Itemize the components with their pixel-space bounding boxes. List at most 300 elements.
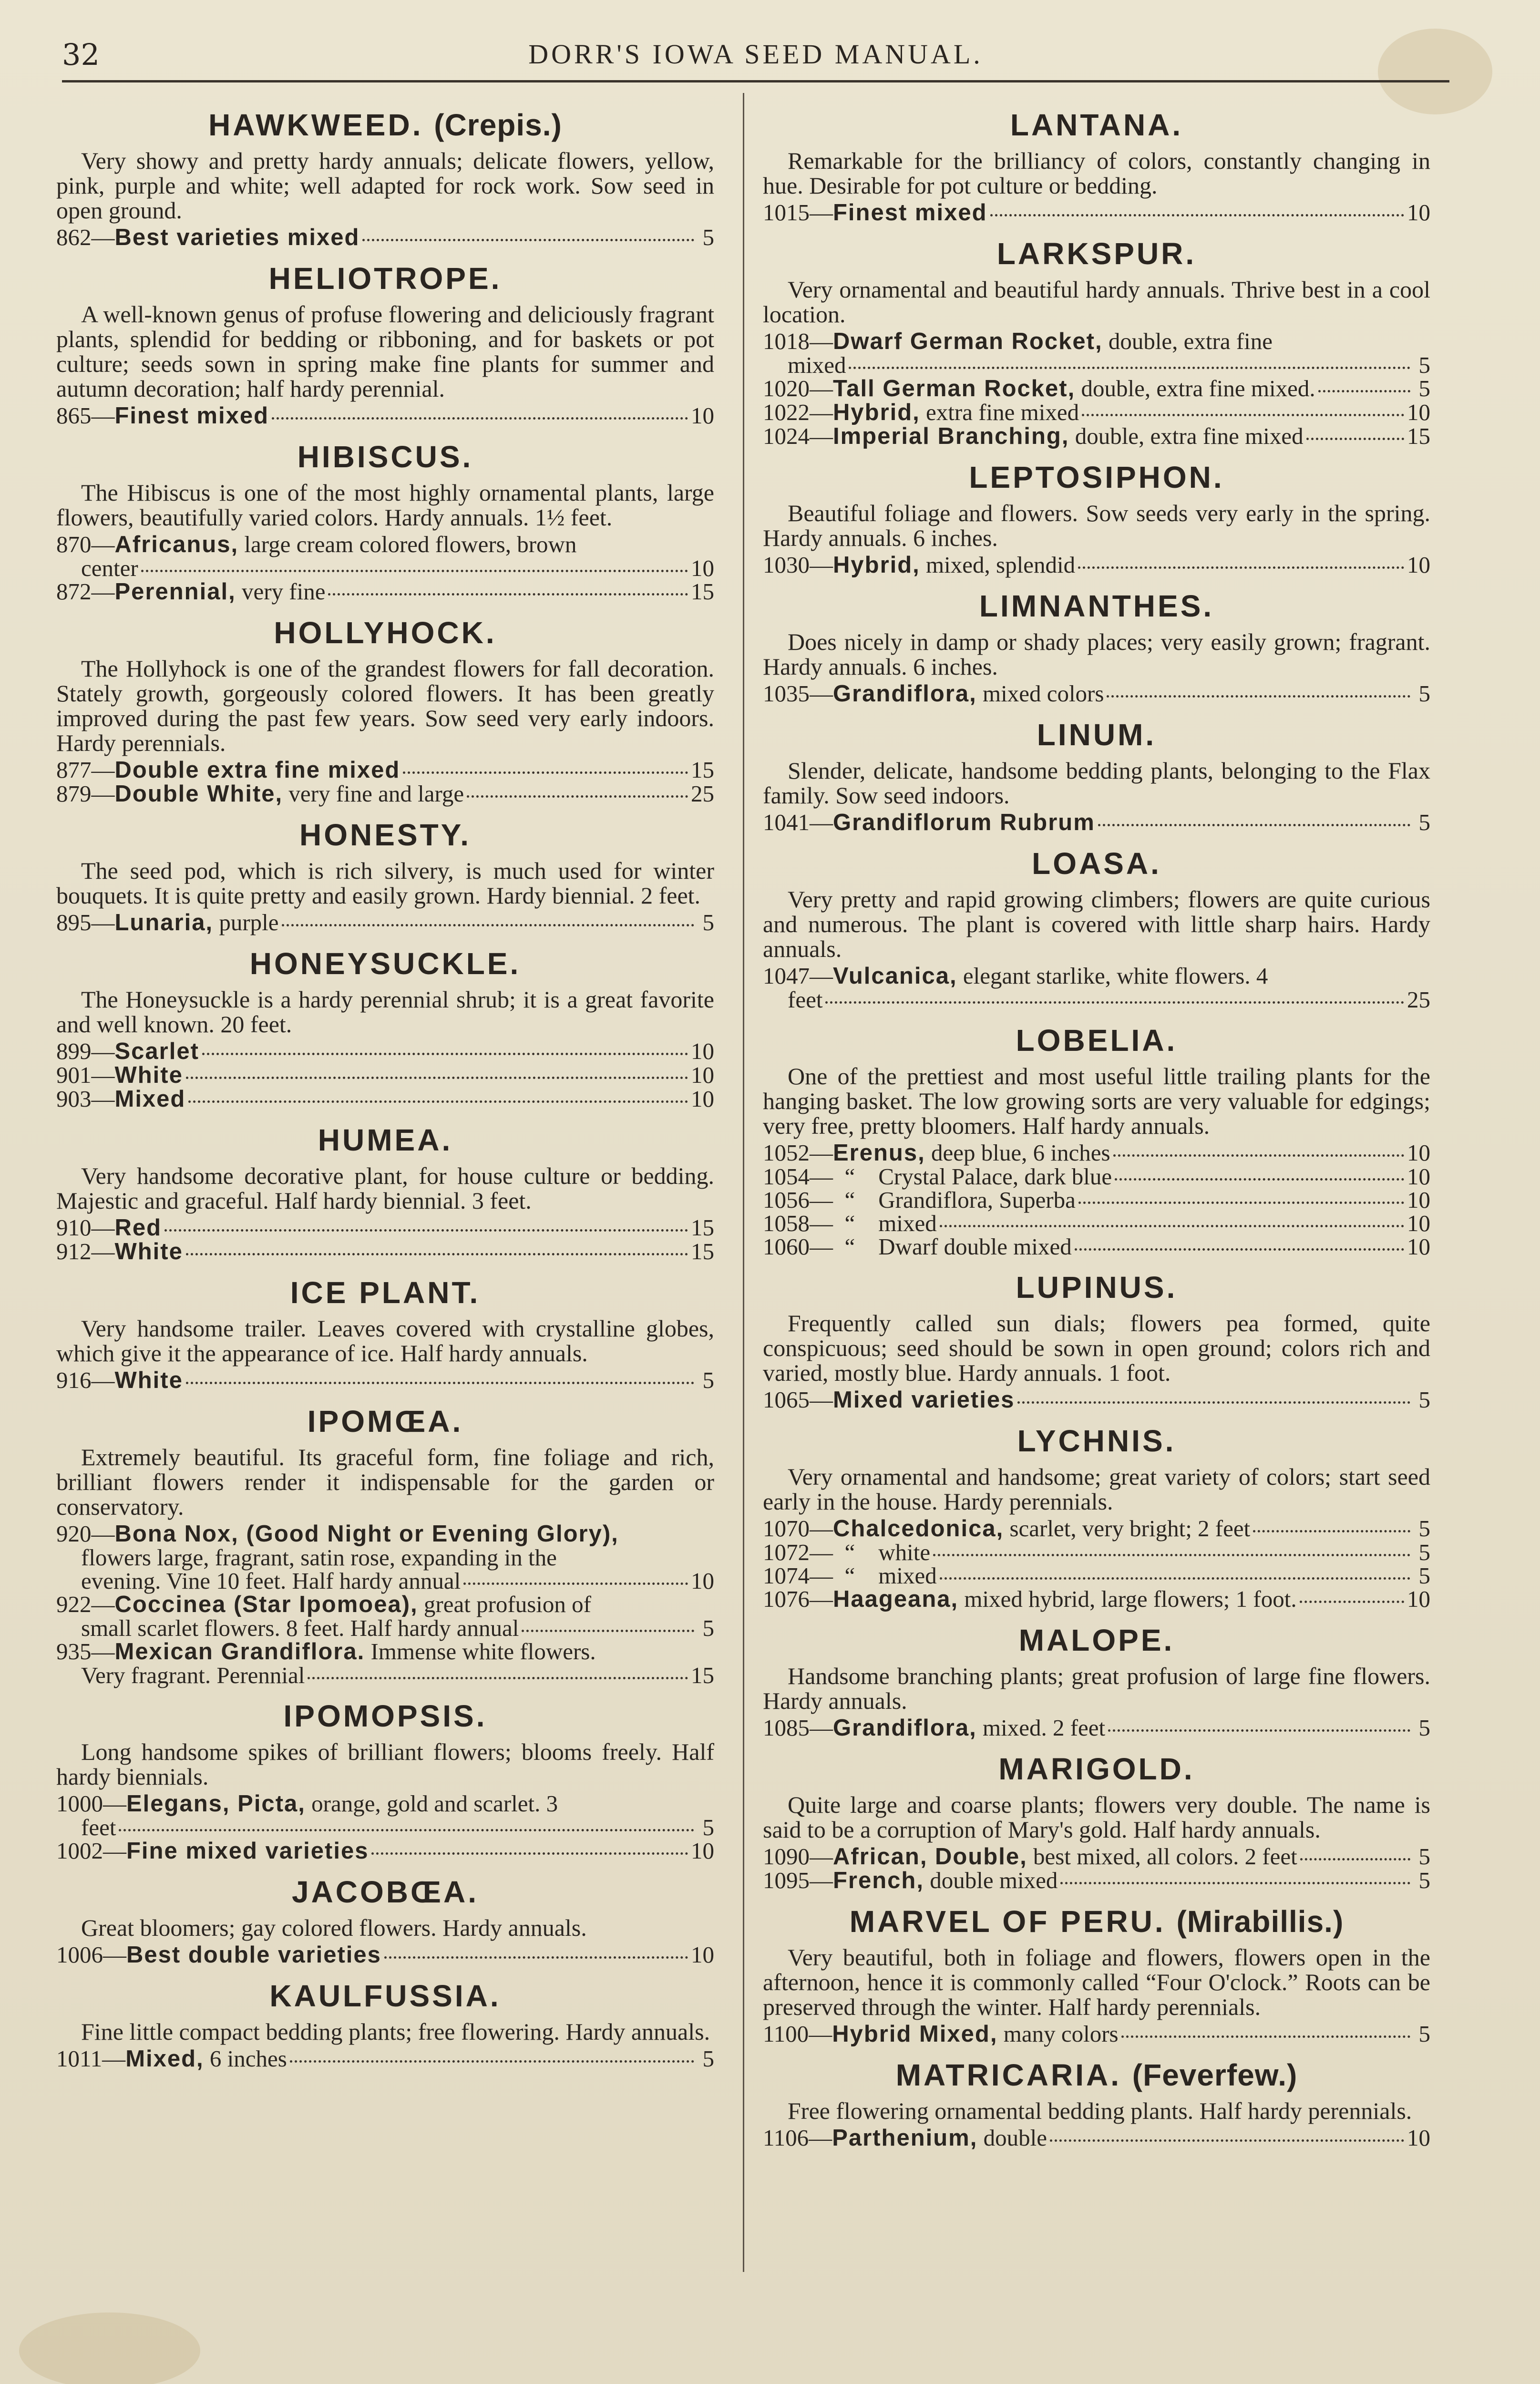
- item-name: Scarlet: [114, 1038, 199, 1064]
- leader-dots: [940, 1225, 1404, 1227]
- seed-section: [763, 587, 1430, 706]
- seed-section: [56, 1403, 714, 1687]
- seed-item: [763, 1517, 1430, 1541]
- item-number: 903—: [56, 1086, 115, 1112]
- item-price: 15: [691, 1214, 714, 1241]
- item-description: many colors: [997, 2021, 1119, 2047]
- item-description: “ Grandiflora, Superba: [833, 1187, 1076, 1213]
- seed-item: [56, 1839, 714, 1863]
- section-heading: [56, 614, 714, 651]
- seed-section: [763, 1022, 1430, 1258]
- seed-section: [56, 260, 714, 428]
- item-price: 10: [1407, 1187, 1430, 1213]
- leader-dots: [384, 1956, 688, 1959]
- item-name: Grandiflorum Rubrum: [833, 810, 1095, 835]
- section-description: Free flowering ornamental bedding plants. Half hardy perennials.: [788, 2097, 1412, 2124]
- section-heading: [56, 438, 714, 475]
- item-price: 10: [691, 1038, 714, 1064]
- item-number: 1018—: [763, 328, 833, 354]
- leader-dots: [141, 570, 688, 572]
- leader-dots: [1078, 1202, 1404, 1204]
- heading-text: HIBISCUS.: [297, 440, 473, 474]
- item-description: “ mixed: [833, 1210, 937, 1236]
- right-column: [763, 103, 1430, 2160]
- section-description: The seed pod, which is rich silvery, is much used for winter bouquets. It is quite pretty and easily grown. Hardy biennial. 2 feet.: [56, 857, 714, 909]
- section-description: Extremely beautiful. Its graceful form, fine foliage and rich, brilliant flowers render it indispensable for the garden or conservatory.: [56, 1444, 714, 1520]
- item-number: 1002—: [56, 1838, 126, 1864]
- item-number: 910—: [56, 1214, 115, 1241]
- item-number: 1047—: [763, 963, 833, 989]
- item-price: 10: [1407, 1586, 1430, 1612]
- item-price: 5: [1418, 1843, 1430, 1870]
- item-name: Hybrid,: [833, 552, 920, 578]
- item-description: double: [977, 2125, 1047, 2151]
- leader-dots: [282, 924, 694, 926]
- item-description: center: [81, 555, 138, 581]
- item-price: 10: [1407, 399, 1430, 425]
- item-description: double, extra fine mixed.: [1075, 375, 1315, 401]
- seed-item: [56, 1240, 714, 1264]
- item-number: 912—: [56, 1238, 115, 1264]
- item-name: Coccinea (Star Ipomoea),: [114, 1592, 418, 1617]
- heading-text: MARIGOLD.: [998, 1752, 1195, 1786]
- leader-dots: [1300, 1601, 1404, 1603]
- item-price: 5: [1418, 1539, 1430, 1565]
- item-price: 5: [702, 1615, 714, 1641]
- item-price: 10: [1407, 2125, 1430, 2151]
- item-description: double, extra fine: [1102, 328, 1273, 354]
- seed-item: [56, 533, 714, 556]
- item-description: evening. Vine 10 feet. Half hardy annual: [81, 1568, 461, 1594]
- section-heading: [763, 716, 1430, 753]
- item-name: Hybrid,: [833, 400, 920, 425]
- seed-item: [763, 1587, 1430, 1611]
- leader-dots: [1075, 1248, 1404, 1251]
- section-description: Does nicely in damp or shady places; very easily grown; fragrant. Hardy annuals. 6 inches.: [763, 628, 1430, 680]
- section-heading: [56, 1121, 714, 1159]
- running-title: DORR'S IOWA SEED MANUAL.: [528, 39, 983, 70]
- item-number: 901—: [56, 1062, 115, 1088]
- seed-section: [763, 2056, 1430, 2150]
- seed-section: [763, 235, 1430, 448]
- section-description: Handsome branching plants; great profusion of large fine flowers. Hardy annuals.: [763, 1663, 1430, 1714]
- item-price: 5: [1418, 375, 1430, 401]
- item-description: elegant starlike, white flowers. 4: [957, 963, 1268, 989]
- seed-section: [56, 438, 714, 604]
- item-description: double mixed: [924, 1867, 1058, 1893]
- item-description: mixed colors: [976, 680, 1104, 707]
- seed-item: [56, 1368, 714, 1392]
- seed-item: [763, 811, 1430, 834]
- item-name: White: [114, 1367, 183, 1393]
- seed-section: [56, 614, 714, 806]
- leader-dots: [1306, 438, 1404, 440]
- item-price: 10: [691, 1062, 714, 1088]
- item-name: Parthenium,: [832, 2125, 978, 2151]
- seed-item: [56, 1816, 714, 1839]
- section-description: Very handsome trailer. Leaves covered with crystalline globes, which give it the appearance of ice. Half hardy annuals.: [56, 1315, 714, 1367]
- item-price: 15: [691, 1662, 714, 1688]
- section-heading: [763, 845, 1430, 882]
- leader-dots: [1078, 566, 1404, 569]
- seed-item: [56, 1792, 714, 1816]
- seed-item: [763, 201, 1430, 225]
- heading-subtitle: (Mirabillis.): [1176, 1904, 1344, 1939]
- item-price: 5: [1418, 1562, 1430, 1589]
- section-heading: [763, 1422, 1430, 1459]
- item-price: 15: [691, 757, 714, 783]
- item-number: 935—: [56, 1638, 115, 1665]
- seed-section: [763, 716, 1430, 834]
- item-name: Elegans, Picta,: [126, 1791, 306, 1817]
- item-name: Africanus,: [114, 532, 239, 557]
- seed-section: [763, 1422, 1430, 1611]
- leader-dots: [1017, 1401, 1410, 1404]
- seed-item: [763, 1541, 1430, 1564]
- seed-section: [763, 1622, 1430, 1740]
- item-price: 10: [1407, 1163, 1430, 1190]
- item-number: 1015—: [763, 199, 833, 226]
- section-heading: [763, 1022, 1430, 1059]
- section-heading: [56, 260, 714, 297]
- section-heading: [56, 1977, 714, 2014]
- item-name: Grandiflora,: [833, 1715, 977, 1741]
- seed-item: [763, 401, 1430, 424]
- section-heading: [763, 2056, 1430, 2094]
- item-number: 1056—: [763, 1187, 833, 1213]
- section-heading: [56, 1403, 714, 1440]
- leader-dots: [186, 1077, 688, 1079]
- page-number: 32: [62, 37, 100, 72]
- item-name: Double White,: [114, 781, 283, 807]
- left-column: [56, 103, 714, 2081]
- item-number: 1006—: [56, 1942, 126, 1968]
- item-number: 922—: [56, 1591, 115, 1617]
- section-heading: [763, 459, 1430, 496]
- heading-text: HUMEA.: [318, 1123, 453, 1157]
- leader-dots: [463, 1582, 688, 1585]
- seed-item: [763, 1845, 1430, 1869]
- item-description: Immense white flowers.: [365, 1638, 596, 1665]
- item-number: 1035—: [763, 680, 833, 707]
- item-name: Red: [114, 1215, 162, 1241]
- item-number: 1106—: [763, 2125, 832, 2151]
- heading-text: KAULFUSSIA.: [269, 1979, 501, 2013]
- item-number: 899—: [56, 1038, 115, 1064]
- item-price: 5: [702, 224, 714, 250]
- seed-item: [56, 404, 714, 428]
- leader-dots: [467, 795, 688, 798]
- seed-item: [56, 1569, 714, 1593]
- item-price: 10: [1407, 199, 1430, 226]
- item-description: 6 inches: [204, 2045, 287, 2072]
- seed-section: [56, 1274, 714, 1392]
- section-heading: [56, 816, 714, 853]
- item-price: 10: [691, 1086, 714, 1112]
- section-description: Remarkable for the brilliancy of colors, constantly changing in hue. Desirable for pot culture or bedding.: [763, 147, 1430, 199]
- seed-item: [56, 1943, 714, 1967]
- item-price: 10: [691, 1568, 714, 1594]
- item-number: 1041—: [763, 809, 833, 835]
- section-description: The Hollyhock is one of the grandest flowers for fall decoration. Stately growth, gorgeously colored flowers. It has been greatly improved during the past few years. Sow seed very early indoors. Hardy perennials.: [56, 655, 714, 756]
- item-price: 5: [702, 2045, 714, 2072]
- seed-section: [763, 1903, 1430, 2046]
- item-number: 1022—: [763, 399, 833, 425]
- section-description: Very pretty and rapid growing climbers; flowers are quite curious and numerous. The plant is covered with little sharp hairs. Hardy annuals.: [763, 886, 1430, 962]
- seed-section: [56, 1697, 714, 1863]
- item-description: “ mixed: [833, 1562, 937, 1589]
- leader-dots: [933, 1554, 1410, 1556]
- item-description: great profusion of: [418, 1591, 591, 1617]
- item-price: 10: [1407, 1210, 1430, 1236]
- item-price: 5: [1418, 809, 1430, 835]
- seed-section: [56, 816, 714, 935]
- heading-subtitle: (Crepis.): [434, 108, 562, 142]
- leader-dots: [1121, 2035, 1410, 2038]
- column-divider: [743, 93, 744, 2272]
- item-name: Lunaria,: [114, 910, 214, 935]
- leader-dots: [371, 1852, 688, 1855]
- item-description: mixed: [788, 352, 846, 378]
- seed-item: [763, 2126, 1430, 2150]
- section-heading: [56, 1697, 714, 1735]
- seed-section: [56, 1977, 714, 2071]
- seed-item: [56, 1039, 714, 1063]
- section-description: Very ornamental and beautiful hardy annuals. Thrive best in a cool location.: [763, 276, 1430, 328]
- item-price: 5: [702, 1367, 714, 1393]
- leader-dots: [202, 1053, 688, 1055]
- item-number: 1095—: [763, 1867, 833, 1893]
- leader-dots: [1107, 695, 1410, 698]
- seed-item: [763, 682, 1430, 706]
- seed-section: [56, 945, 714, 1111]
- seed-section: [763, 106, 1430, 225]
- item-price: 5: [1418, 680, 1430, 707]
- item-name: Best double varieties: [126, 1942, 381, 1968]
- heading-text: MATRICARIA.: [895, 2058, 1122, 2092]
- paper-stain: [19, 2312, 200, 2384]
- heading-text: LOBELIA.: [1016, 1023, 1178, 1058]
- section-heading: [763, 1903, 1430, 1940]
- seed-item: [763, 353, 1430, 377]
- heading-text: IPOMŒA.: [307, 1404, 463, 1439]
- item-name: Mixed: [114, 1086, 186, 1112]
- item-number: 870—: [56, 531, 115, 557]
- seed-item: [56, 1616, 714, 1640]
- item-name: Best varieties mixed: [114, 225, 360, 250]
- item-name: Chalcedonica,: [833, 1516, 1004, 1541]
- seed-section: [763, 845, 1430, 1011]
- leader-dots: [188, 1100, 688, 1103]
- item-number: 865—: [56, 402, 115, 429]
- item-number: 1090—: [763, 1843, 833, 1870]
- seed-section: [763, 1750, 1430, 1892]
- item-number: 1011—: [56, 2045, 126, 2072]
- item-price: 10: [691, 1942, 714, 1968]
- seed-item: [763, 2022, 1430, 2046]
- item-name: Hybrid Mixed,: [832, 2021, 998, 2047]
- item-price: 10: [691, 1838, 714, 1864]
- item-description: scarlet, very bright; 2 feet: [1004, 1515, 1251, 1541]
- seed-item: [763, 329, 1430, 353]
- seed-item: [763, 1188, 1430, 1212]
- heading-text: MALOPE.: [1018, 1623, 1175, 1657]
- item-description: double, extra fine mixed: [1069, 423, 1304, 449]
- section-description: Very ornamental and handsome; great variety of colors; start seed early in the house. Hardy perennials.: [763, 1463, 1430, 1515]
- leader-dots: [119, 1829, 694, 1831]
- leader-dots: [1113, 1154, 1404, 1157]
- item-price: 5: [1418, 2021, 1430, 2047]
- item-price: 15: [691, 1238, 714, 1264]
- section-description: Fine little compact bedding plants; free flowering. Hardy annuals.: [81, 2018, 710, 2045]
- item-price: 10: [691, 402, 714, 429]
- item-name: Mixed varieties: [833, 1387, 1015, 1413]
- item-description: “ Crystal Palace, dark blue: [833, 1163, 1112, 1190]
- item-number: 1074—: [763, 1562, 833, 1589]
- section-description: One of the prettiest and most useful little trailing plants for the hanging basket. The low growing sorts are very valuable for edgings; very free, pretty bloomers. Half hardy annuals.: [763, 1063, 1430, 1139]
- item-name: Vulcanica,: [833, 963, 957, 989]
- seed-item: [763, 988, 1430, 1011]
- heading-text: LANTANA.: [1010, 108, 1183, 142]
- item-number: 1030—: [763, 552, 833, 578]
- item-name: French,: [833, 1868, 924, 1893]
- item-number: 862—: [56, 224, 115, 250]
- heading-text: LEPTOSIPHON.: [969, 460, 1224, 494]
- item-number: 1024—: [763, 423, 833, 449]
- leader-dots: [1318, 390, 1410, 392]
- leader-dots: [522, 1630, 694, 1632]
- item-name: Tall German Rocket,: [833, 376, 1076, 401]
- item-description: “ white: [833, 1539, 931, 1565]
- leader-dots: [186, 1253, 688, 1255]
- section-heading: [763, 587, 1430, 625]
- seed-section: [763, 459, 1430, 577]
- leader-dots: [403, 771, 688, 774]
- seed-item: [763, 1388, 1430, 1412]
- section-heading: [763, 1269, 1430, 1306]
- heading-text: LYCHNIS.: [1017, 1424, 1176, 1458]
- item-price: 10: [1407, 1140, 1430, 1166]
- seed-section: [56, 1121, 714, 1264]
- item-description: mixed, splendid: [920, 552, 1076, 578]
- heading-text: HELIOTROPE.: [268, 261, 502, 296]
- item-description: purple: [213, 909, 279, 935]
- heading-text: LIMNANTHES.: [979, 589, 1214, 623]
- seed-item: [56, 1640, 714, 1664]
- leader-dots: [825, 1001, 1404, 1004]
- section-description: Frequently called sun dials; flowers pea formed, quite conspicuous; seed should be sown in open ground; colors rich and varied, mostly blue. Hardy annuals. 1 foot.: [763, 1310, 1430, 1386]
- item-name: Perennial,: [114, 579, 236, 605]
- item-number: 877—: [56, 757, 115, 783]
- item-price: 5: [1418, 1715, 1430, 1741]
- section-description: Very handsome decorative plant, for house culture or bedding. Majestic and graceful. Half hardy biennial. 3 feet.: [56, 1162, 714, 1214]
- heading-text: IPOMOPSIS.: [283, 1699, 487, 1733]
- leader-dots: [1300, 1858, 1410, 1860]
- leader-dots: [1253, 1530, 1410, 1532]
- item-name: Imperial Branching,: [833, 423, 1069, 449]
- section-heading: [763, 106, 1430, 144]
- item-description: extra fine mixed: [920, 399, 1079, 425]
- heading-text: HONEYSUCKLE.: [249, 946, 521, 981]
- item-name: Grandiflora,: [833, 681, 977, 707]
- item-description: orange, gold and scarlet. 3: [305, 1790, 558, 1817]
- seed-item: [56, 1664, 714, 1687]
- item-number: 1058—: [763, 1210, 833, 1236]
- leader-dots: [164, 1229, 688, 1232]
- section-description: A well-known genus of profuse flowering and deliciously fragrant plants, splendid for bedding or ribboning, and for baskets or pot culture; seeds sown in spring make fine plants for summer and autumn decoration; half hardy perennial.: [56, 301, 714, 402]
- heading-text: LINUM.: [1037, 718, 1157, 752]
- item-number: 1100—: [763, 2021, 832, 2047]
- item-number: 1060—: [763, 1233, 833, 1260]
- item-name: African, Double,: [833, 1844, 1027, 1870]
- item-name: Double extra fine mixed: [114, 757, 400, 783]
- item-description: Very fragrant. Perennial: [81, 1662, 305, 1688]
- item-description: very fine and large: [283, 781, 464, 807]
- item-price: 15: [691, 578, 714, 605]
- seed-item: [763, 1165, 1430, 1188]
- item-name: Finest mixed: [833, 200, 987, 226]
- item-price: 5: [1418, 1515, 1430, 1541]
- heading-text: HOLLYHOCK.: [274, 616, 497, 650]
- section-description: Long handsome spikes of brilliant flowers; blooms freely. Half hardy biennials.: [56, 1738, 714, 1790]
- item-description: best mixed, all colors. 2 feet: [1027, 1843, 1297, 1870]
- leader-dots: [990, 214, 1404, 216]
- seed-item: [763, 1564, 1430, 1587]
- seed-item: [56, 1087, 714, 1111]
- leader-dots: [186, 1382, 694, 1384]
- item-description: very fine: [236, 578, 326, 605]
- section-description: The Hibiscus is one of the most highly ornamental plants, large flowers, beautifully varied colors. Hardy annuals. 1½ feet.: [56, 479, 714, 531]
- leader-dots: [328, 593, 688, 596]
- item-number: 1000—: [56, 1790, 126, 1817]
- seed-section: [56, 106, 714, 249]
- item-name: Bona Nox, (Good Night or Evening Glory),: [114, 1521, 619, 1547]
- item-price: 25: [691, 781, 714, 807]
- seed-item: [56, 782, 714, 806]
- item-description: small scarlet flowers. 8 feet. Half hardy annual: [81, 1615, 519, 1641]
- leader-dots: [362, 239, 694, 241]
- item-number: 895—: [56, 909, 115, 935]
- heading-text: LOASA.: [1032, 846, 1161, 881]
- item-description: flowers large, fragrant, satin rose, expanding in the: [81, 1544, 557, 1571]
- item-price: 5: [1418, 1867, 1430, 1893]
- seed-item: [763, 1235, 1430, 1258]
- item-number: 1065—: [763, 1387, 833, 1413]
- leader-dots: [308, 1677, 688, 1679]
- heading-text: ICE PLANT.: [290, 1275, 481, 1310]
- seed-item: [56, 1216, 714, 1240]
- heading-text: HAWKWEED.: [208, 108, 423, 142]
- item-number: 1052—: [763, 1140, 833, 1166]
- leader-dots: [1050, 2139, 1404, 2142]
- item-number: 1054—: [763, 1163, 833, 1190]
- item-name: White: [114, 1062, 183, 1088]
- item-price: 5: [702, 1814, 714, 1840]
- seed-section: [56, 1873, 714, 1967]
- leader-dots: [1060, 1882, 1410, 1884]
- seed-item: [763, 1212, 1430, 1235]
- leader-dots: [1082, 414, 1404, 416]
- item-name: Erenus,: [833, 1140, 925, 1166]
- item-name: Mexican Grandiflora.: [114, 1639, 365, 1665]
- item-price: 15: [1407, 423, 1430, 449]
- item-number: 916—: [56, 1367, 115, 1393]
- heading-subtitle: (Feverfew.): [1132, 2058, 1298, 2092]
- item-name: Haageana,: [833, 1586, 959, 1612]
- seed-item: [56, 911, 714, 935]
- item-name: Mixed,: [125, 2046, 204, 2072]
- item-description: feet: [81, 1814, 116, 1840]
